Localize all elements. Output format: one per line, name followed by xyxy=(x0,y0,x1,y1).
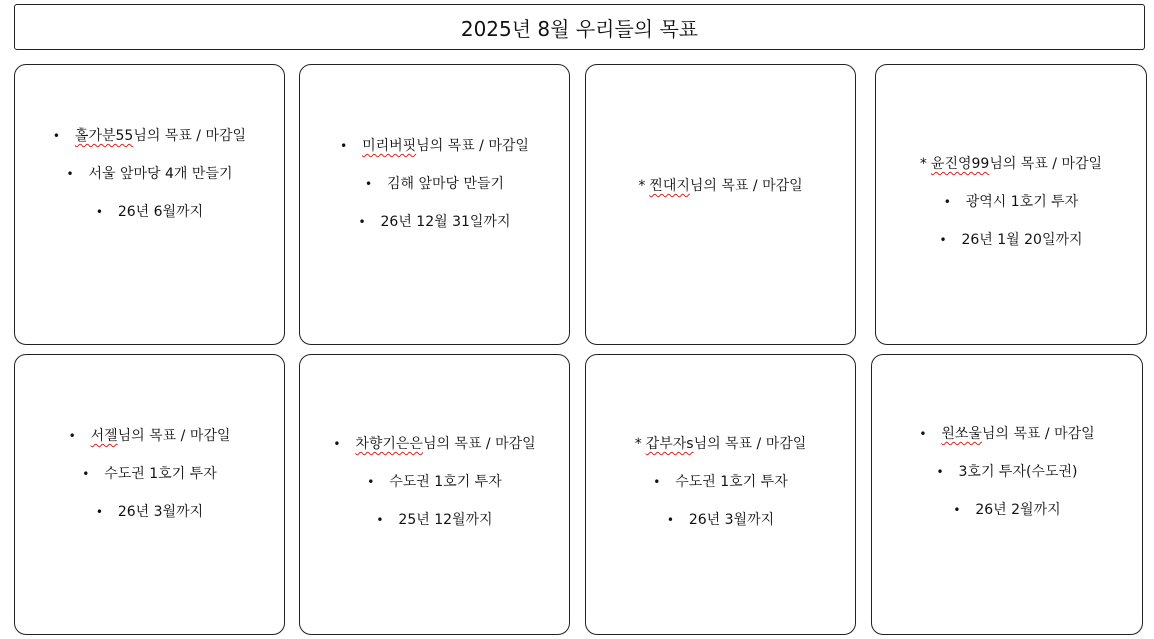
bullet-icon: • xyxy=(919,427,927,441)
goal-card-2 xyxy=(299,64,570,345)
member-name: 윤진영99 xyxy=(930,156,990,172)
member-name: 찐대지 xyxy=(649,178,690,194)
card-header xyxy=(53,117,246,155)
goal-line xyxy=(365,165,504,203)
bullet-icon: • xyxy=(653,475,661,489)
header-suffix: 님의 목표 / 마감일 xyxy=(416,138,529,154)
goal-text: 서울 앞마당 4개 만들기 xyxy=(88,166,233,182)
card-header xyxy=(638,167,802,205)
goal-line xyxy=(367,463,501,501)
member-name: 원쏘울 xyxy=(941,426,982,442)
header-suffix: 님의 목표 / 마감일 xyxy=(117,428,231,444)
header-suffix: 님의 목표 / 마감일 xyxy=(981,426,1095,442)
bullet-icon: • xyxy=(376,513,384,527)
member-name: 갑부자s xyxy=(645,436,694,452)
bullet-icon: • xyxy=(953,503,961,517)
member-name: 홀가분55 xyxy=(74,128,134,144)
goal-text: 김해 앞마당 만들기 xyxy=(386,176,505,192)
goal-text: 광역시 1호기 투자 xyxy=(965,194,1079,210)
member-name: 미리버핏 xyxy=(362,138,417,154)
asterisk-icon: * xyxy=(638,178,646,194)
bullet-icon: • xyxy=(340,139,348,153)
goal-text: 수도권 1호기 투자 xyxy=(675,474,788,490)
deadline-line xyxy=(96,193,203,231)
goal-card-8 xyxy=(871,354,1143,635)
deadline-text: 26년 1월 20일까지 xyxy=(961,232,1083,248)
bullet-icon: • xyxy=(364,177,373,191)
bullet-icon: • xyxy=(95,205,103,219)
goal-card-6 xyxy=(299,354,570,635)
deadline-text: 26년 3월까지 xyxy=(688,512,775,528)
goal-line xyxy=(653,463,787,501)
header-suffix: 님의 목표 / 마감일 xyxy=(689,178,803,194)
bullet-icon: • xyxy=(95,505,103,519)
goal-card-5 xyxy=(14,354,285,635)
goal-line xyxy=(67,155,233,193)
goal-card-1 xyxy=(14,64,285,345)
card-header xyxy=(635,425,807,463)
goal-text: 3호기 투자(수도권) xyxy=(958,464,1078,480)
deadline-text: 26년 12월 31일까지 xyxy=(380,214,511,230)
deadline-line xyxy=(667,501,774,539)
deadline-text: 26년 3월까지 xyxy=(117,504,204,520)
bullet-icon: • xyxy=(367,475,375,489)
header-suffix: 님의 목표 / 마감일 xyxy=(133,128,247,144)
goal-line xyxy=(82,455,216,493)
card-header xyxy=(340,127,529,165)
bullet-icon: • xyxy=(666,513,674,527)
bullet-icon: • xyxy=(936,465,944,479)
asterisk-icon: * xyxy=(919,156,927,172)
goal-text: 수도권 1호기 투자 xyxy=(104,466,217,482)
goal-card-3 xyxy=(585,64,856,345)
goal-line xyxy=(937,453,1078,491)
deadline-line xyxy=(376,501,492,539)
member-name: 서젤 xyxy=(90,428,118,444)
card-header xyxy=(920,145,1102,183)
deadline-line xyxy=(359,203,511,241)
bullet-icon: • xyxy=(68,429,76,443)
deadline-text: 25년 12월까지 xyxy=(398,512,493,528)
member-name: 차향기은은 xyxy=(355,436,423,452)
card-header xyxy=(69,417,231,455)
card-header xyxy=(333,425,535,463)
header-suffix: 님의 목표 / 마감일 xyxy=(693,436,807,452)
header-suffix: 님의 목표 / 마감일 xyxy=(989,156,1103,172)
bullet-icon: • xyxy=(52,129,60,143)
header-suffix: 님의 목표 / 마감일 xyxy=(422,436,536,452)
deadline-line xyxy=(939,221,1082,259)
goal-card-7 xyxy=(585,354,856,635)
bullet-icon: • xyxy=(82,467,90,481)
deadline-line xyxy=(96,493,203,531)
goal-line xyxy=(944,183,1078,221)
goal-text: 수도권 1호기 투자 xyxy=(389,474,502,490)
bullet-icon: • xyxy=(943,195,951,209)
bullet-icon: • xyxy=(939,233,947,247)
asterisk-icon: * xyxy=(634,436,642,452)
deadline-text: 26년 2월까지 xyxy=(975,502,1061,518)
page-title: 2025년 8월 우리들의 목표 xyxy=(14,4,1145,50)
goal-card-4 xyxy=(875,64,1147,345)
bullet-icon: • xyxy=(66,167,74,181)
deadline-line xyxy=(953,491,1060,529)
bullet-icon: • xyxy=(358,215,366,229)
bullet-icon: • xyxy=(333,437,341,451)
deadline-text: 26년 6월까지 xyxy=(117,204,204,220)
card-header xyxy=(919,415,1094,453)
